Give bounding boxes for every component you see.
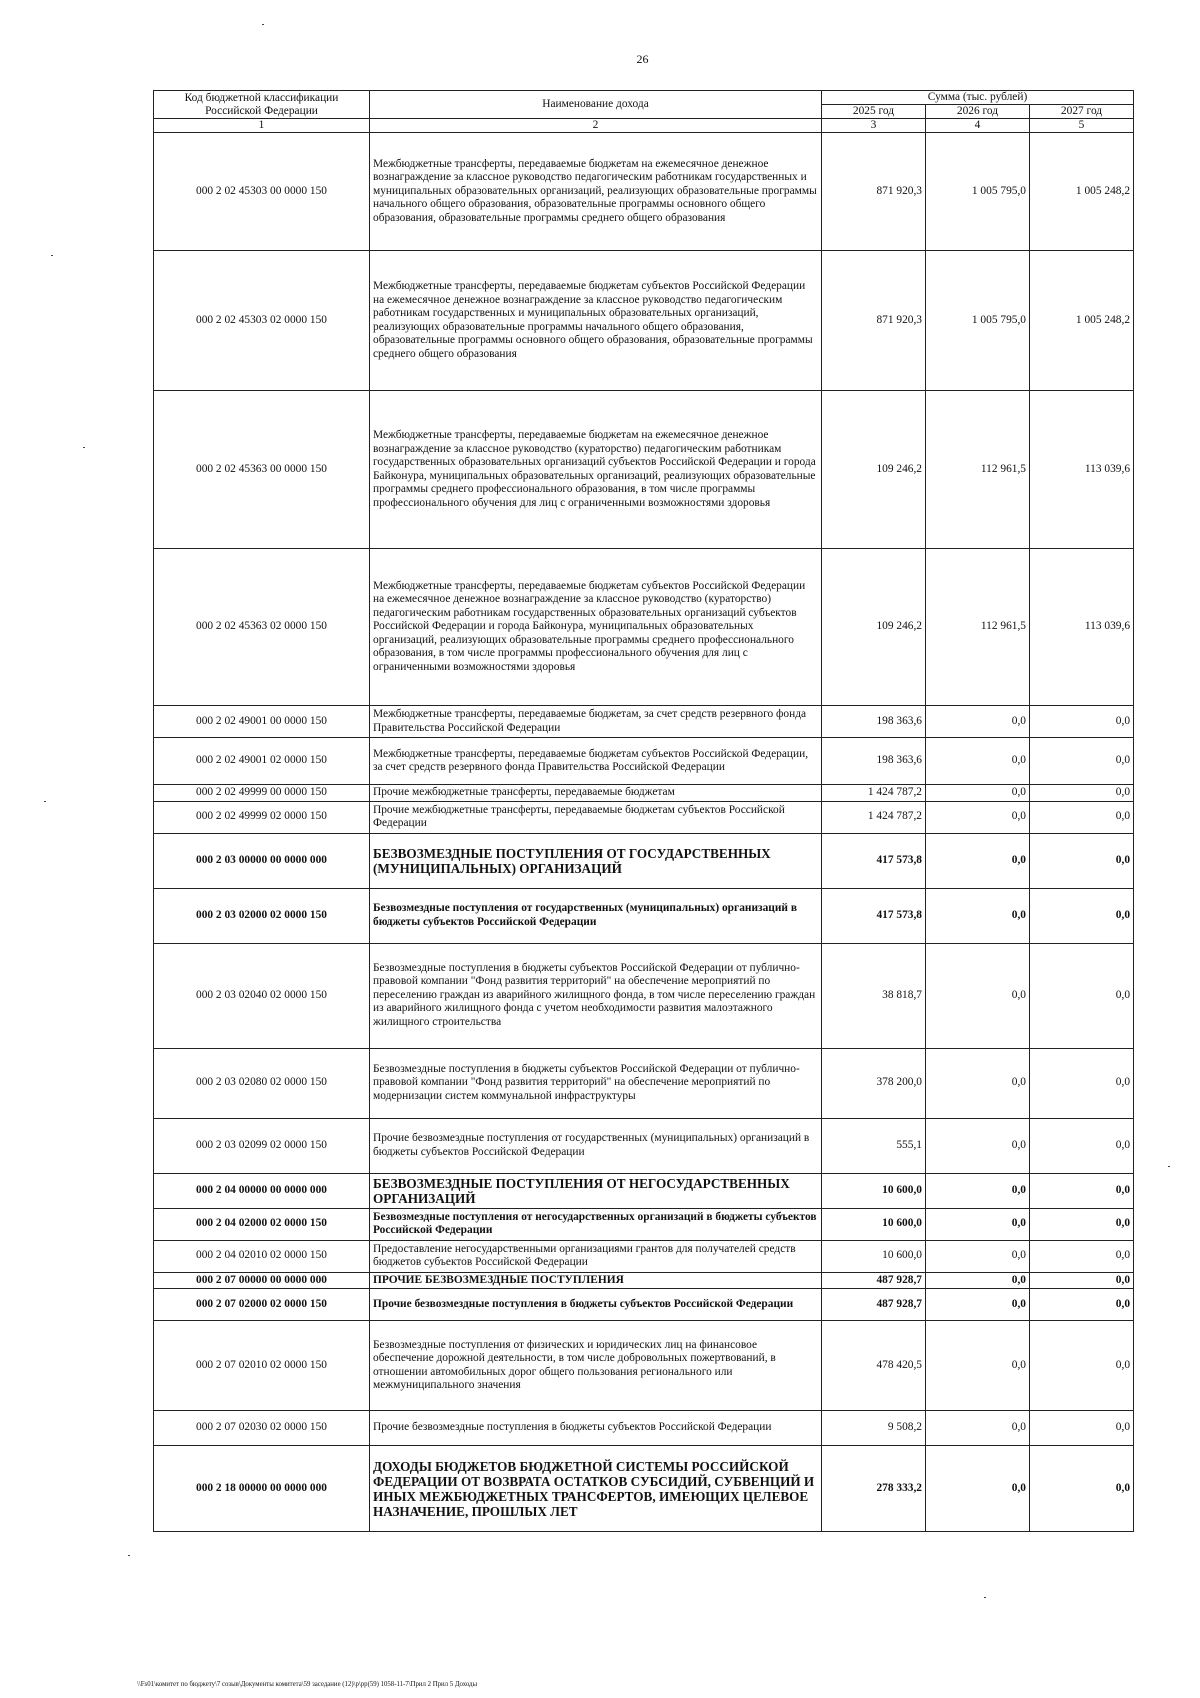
row-value-2026: 112 961,5 [926, 549, 1030, 706]
row-value-2026: 0,0 [926, 833, 1030, 888]
row-code: 000 2 18 00000 00 0000 000 [154, 1446, 370, 1532]
table-row [154, 1411, 1134, 1446]
table-row [154, 251, 1134, 391]
row-name: Прочие межбюджетные трансферты, передаваемые бюджетам [370, 785, 822, 802]
row-value-2025: 1 424 787,2 [822, 801, 926, 833]
row-name: Прочие безвозмездные поступления от государственных (муниципальных) организаций в бюджеты субъектов Российской Федерации [370, 1118, 822, 1173]
footer-file-path: \\Fs01\комитет по бюджету\7 созыв\Документы комитета\59 заседание (12)\р\рр(59) 1058-11-7\Прил 2 Прил 5 Доходы [137, 1681, 478, 1688]
table-row [154, 706, 1134, 738]
row-value-2025: 478 420,5 [822, 1321, 926, 1411]
row-value-2026: 0,0 [926, 1118, 1030, 1173]
scan-speck [984, 1597, 986, 1598]
row-value-2025: 9 508,2 [822, 1411, 926, 1446]
row-code: 000 2 02 49999 00 0000 150 [154, 785, 370, 802]
row-value-2027: 0,0 [1030, 833, 1134, 888]
row-value-2025: 487 928,7 [822, 1272, 926, 1289]
row-value-2027: 113 039,6 [1030, 549, 1134, 706]
row-value-2025: 417 573,8 [822, 888, 926, 943]
row-value-2025: 487 928,7 [822, 1289, 926, 1321]
row-value-2026: 1 005 795,0 [926, 251, 1030, 391]
row-value-2027: 0,0 [1030, 943, 1134, 1048]
row-value-2027: 0,0 [1030, 1411, 1134, 1446]
row-name: Межбюджетные трансферты, передаваемые бюджетам субъектов Российской Федерации на ежемесячное денежное вознаграждение за классное руководство педагогическим работникам государственных и муниципальных образовательных организаций, реализующих образовательные программы начального общего образования, образовательные программы основного общего образования, образовательные программы среднего общего образования [370, 251, 822, 391]
header-name: Наименование дохода [370, 91, 822, 119]
row-value-2025: 871 920,3 [822, 251, 926, 391]
row-name: Прочие безвозмездные поступления в бюджеты субъектов Российской Федерации [370, 1411, 822, 1446]
table-row [154, 1048, 1134, 1118]
row-value-2025: 38 818,7 [822, 943, 926, 1048]
row-code: 000 2 07 00000 00 0000 000 [154, 1272, 370, 1289]
row-value-2026: 0,0 [926, 801, 1030, 833]
row-value-2027: 0,0 [1030, 785, 1134, 802]
column-number: 4 [926, 119, 1030, 133]
table-row [154, 391, 1134, 549]
row-value-2026: 0,0 [926, 1272, 1030, 1289]
row-code: 000 2 07 02010 02 0000 150 [154, 1321, 370, 1411]
row-value-2027: 0,0 [1030, 1118, 1134, 1173]
table-row [154, 1272, 1134, 1289]
row-code: 000 2 03 02099 02 0000 150 [154, 1118, 370, 1173]
row-value-2026: 1 005 795,0 [926, 133, 1030, 251]
row-code: 000 2 04 02000 02 0000 150 [154, 1208, 370, 1240]
row-code: 000 2 03 02040 02 0000 150 [154, 943, 370, 1048]
row-name: Прочие межбюджетные трансферты, передаваемые бюджетам субъектов Российской Федерации [370, 801, 822, 833]
row-code: 000 2 04 02010 02 0000 150 [154, 1240, 370, 1272]
row-value-2025: 109 246,2 [822, 391, 926, 549]
row-value-2027: 0,0 [1030, 706, 1134, 738]
row-name: ДОХОДЫ БЮДЖЕТОВ БЮДЖЕТНОЙ СИСТЕМЫ РОССИЙСКОЙ ФЕДЕРАЦИИ ОТ ВОЗВРАТА ОСТАТКОВ СУБСИДИЙ, СУБВЕНЦИЙ И ИНЫХ МЕЖБЮДЖЕТНЫХ ТРАНСФЕРТОВ, ИМЕЮЩИХ ЦЕЛЕВОЕ НАЗНАЧЕНИЕ, ПРОШЛЫХ ЛЕТ [370, 1446, 822, 1532]
scan-speck [51, 255, 53, 256]
row-code: 000 2 02 45363 02 0000 150 [154, 549, 370, 706]
row-value-2027: 0,0 [1030, 1240, 1134, 1272]
row-code: 000 2 02 45363 00 0000 150 [154, 391, 370, 549]
column-number: 5 [1030, 119, 1134, 133]
row-code: 000 2 07 02000 02 0000 150 [154, 1289, 370, 1321]
row-value-2027: 0,0 [1030, 801, 1134, 833]
table-row [154, 1321, 1134, 1411]
row-value-2026: 0,0 [926, 1289, 1030, 1321]
row-value-2025: 871 920,3 [822, 133, 926, 251]
table-row [154, 833, 1134, 888]
row-value-2027: 0,0 [1030, 1289, 1134, 1321]
header-code: Код бюджетной классификации Российской Федерации [154, 91, 370, 119]
row-value-2027: 0,0 [1030, 1446, 1134, 1532]
header-sum: Сумма (тыс. рублей) [822, 91, 1134, 105]
row-name: Безвозмездные поступления в бюджеты субъектов Российской Федерации от публично-правовой компании "Фонд развития территорий" на обеспечение мероприятий по переселению граждан из аварийного жилищного фонда, в том числе переселению граждан из аварийного жилищного фонда с учетом необходимости развития малоэтажного жилищного строительства [370, 943, 822, 1048]
scan-speck [128, 1555, 130, 1556]
row-value-2025: 1 424 787,2 [822, 785, 926, 802]
header-year-2025: 2025 год [822, 105, 926, 119]
row-value-2025: 10 600,0 [822, 1240, 926, 1272]
row-value-2026: 0,0 [926, 738, 1030, 785]
header-year-2026: 2026 год [926, 105, 1030, 119]
row-value-2025: 378 200,0 [822, 1048, 926, 1118]
column-numbers-row [154, 119, 1134, 133]
row-code: 000 2 02 45303 02 0000 150 [154, 251, 370, 391]
scan-speck [83, 447, 85, 448]
row-code: 000 2 03 02080 02 0000 150 [154, 1048, 370, 1118]
row-name: Безвозмездные поступления от негосударственных организаций в бюджеты субъектов Российской Федерации [370, 1208, 822, 1240]
table-row [154, 785, 1134, 802]
row-name: ПРОЧИЕ БЕЗВОЗМЕЗДНЫЕ ПОСТУПЛЕНИЯ [370, 1272, 822, 1289]
row-code: 000 2 03 02000 02 0000 150 [154, 888, 370, 943]
row-value-2026: 0,0 [926, 1048, 1030, 1118]
row-value-2027: 0,0 [1030, 888, 1134, 943]
row-code: 000 2 02 49999 02 0000 150 [154, 801, 370, 833]
column-number: 2 [370, 119, 822, 133]
row-name: Безвозмездные поступления от государственных (муниципальных) организаций в бюджеты субъектов Российской Федерации [370, 888, 822, 943]
row-value-2026: 0,0 [926, 785, 1030, 802]
row-name: БЕЗВОЗМЕЗДНЫЕ ПОСТУПЛЕНИЯ ОТ НЕГОСУДАРСТВЕННЫХ ОРГАНИЗАЦИЙ [370, 1173, 822, 1208]
row-name: Межбюджетные трансферты, передаваемые бюджетам субъектов Российской Федерации на ежемесячное денежное вознаграждение за классное руководство (кураторство) педагогическим работникам государственных образовательных организаций субъектов Российской Федерации и города Байконура, муниципальных образовательных организаций, реализующих образовательные программы среднего профессионального образования, в том числе программы профессионального обучения для лиц с ограниченными возможностями здоровья [370, 549, 822, 706]
table-row [154, 1446, 1134, 1532]
row-value-2027: 1 005 248,2 [1030, 133, 1134, 251]
row-name: Безвозмездные поступления в бюджеты субъектов Российской Федерации от публично-правовой компании "Фонд развития территорий" на обеспечение мероприятий по модернизации систем коммунальной инфраструктуры [370, 1048, 822, 1118]
table-row [154, 801, 1134, 833]
header-row [154, 91, 1134, 105]
row-value-2027: 0,0 [1030, 1321, 1134, 1411]
table-row [154, 1208, 1134, 1240]
row-value-2025: 10 600,0 [822, 1173, 926, 1208]
scan-speck [262, 24, 264, 25]
table-row [154, 133, 1134, 251]
row-value-2027: 113 039,6 [1030, 391, 1134, 549]
row-name: Безвозмездные поступления от физических и юридических лиц на финансовое обеспечение дорожной деятельности, в том числе добровольных пожертвований, в отношении автомобильных дорог общего пользования регионального или межмуниципального значения [370, 1321, 822, 1411]
budget-revenue-table [153, 90, 1134, 1532]
row-value-2026: 0,0 [926, 1208, 1030, 1240]
header-year-2027: 2027 год [1030, 105, 1134, 119]
scan-speck [44, 801, 46, 802]
row-name: Предоставление негосударственными организациями грантов для получателей средств бюджетов субъектов Российской Федерации [370, 1240, 822, 1272]
row-value-2025: 10 600,0 [822, 1208, 926, 1240]
row-name: Межбюджетные трансферты, передаваемые бюджетам на ежемесячное денежное вознаграждение за классное руководство педагогическим работникам государственных и муниципальных образовательных организаций, реализующих образовательные программы начального общего образования, образовательные программы основного общего образования, образовательные программы среднего общего образования [370, 133, 822, 251]
row-value-2027: 0,0 [1030, 1208, 1134, 1240]
row-value-2025: 555,1 [822, 1118, 926, 1173]
row-code: 000 2 03 00000 00 0000 000 [154, 833, 370, 888]
table-row [154, 549, 1134, 706]
row-value-2025: 417 573,8 [822, 833, 926, 888]
table-row [154, 943, 1134, 1048]
row-value-2026: 0,0 [926, 706, 1030, 738]
column-number: 3 [822, 119, 926, 133]
row-value-2025: 198 363,6 [822, 738, 926, 785]
row-value-2025: 278 333,2 [822, 1446, 926, 1532]
row-value-2027: 0,0 [1030, 738, 1134, 785]
row-name: Межбюджетные трансферты, передаваемые бюджетам, за счет средств резервного фонда Правительства Российской Федерации [370, 706, 822, 738]
row-name: БЕЗВОЗМЕЗДНЫЕ ПОСТУПЛЕНИЯ ОТ ГОСУДАРСТВЕННЫХ (МУНИЦИПАЛЬНЫХ) ОРГАНИЗАЦИЙ [370, 833, 822, 888]
row-name: Прочие безвозмездные поступления в бюджеты субъектов Российской Федерации [370, 1289, 822, 1321]
row-value-2026: 0,0 [926, 1173, 1030, 1208]
row-value-2026: 112 961,5 [926, 391, 1030, 549]
row-value-2027: 0,0 [1030, 1272, 1134, 1289]
row-code: 000 2 02 49001 02 0000 150 [154, 738, 370, 785]
row-value-2025: 198 363,6 [822, 706, 926, 738]
row-value-2027: 1 005 248,2 [1030, 251, 1134, 391]
table-row [154, 1240, 1134, 1272]
row-value-2025: 109 246,2 [822, 549, 926, 706]
column-number: 1 [154, 119, 370, 133]
table-row [154, 1118, 1134, 1173]
table-row [154, 738, 1134, 785]
row-value-2027: 0,0 [1030, 1048, 1134, 1118]
row-value-2027: 0,0 [1030, 1173, 1134, 1208]
table-row [154, 1289, 1134, 1321]
row-value-2026: 0,0 [926, 1446, 1030, 1532]
scan-speck [1168, 1166, 1170, 1167]
row-value-2026: 0,0 [926, 1411, 1030, 1446]
page-number: 26 [636, 52, 649, 66]
row-value-2026: 0,0 [926, 943, 1030, 1048]
row-code: 000 2 02 45303 00 0000 150 [154, 133, 370, 251]
row-code: 000 2 07 02030 02 0000 150 [154, 1411, 370, 1446]
row-code: 000 2 02 49001 00 0000 150 [154, 706, 370, 738]
row-value-2026: 0,0 [926, 1321, 1030, 1411]
row-name: Межбюджетные трансферты, передаваемые бюджетам на ежемесячное денежное вознаграждение за классное руководство (кураторство) педагогическим работникам государственных образовательных организаций субъектов Российской Федерации и города Байконура, муниципальных образовательных организаций, реализующих образовательные программы среднего профессионального образования, в том числе программы профессионального обучения для лиц с ограниченными возможностями здоровья [370, 391, 822, 549]
row-value-2026: 0,0 [926, 888, 1030, 943]
table-row [154, 1173, 1134, 1208]
row-name: Межбюджетные трансферты, передаваемые бюджетам субъектов Российской Федерации, за счет средств резервного фонда Правительства Российской Федерации [370, 738, 822, 785]
row-value-2026: 0,0 [926, 1240, 1030, 1272]
table-row [154, 888, 1134, 943]
row-code: 000 2 04 00000 00 0000 000 [154, 1173, 370, 1208]
